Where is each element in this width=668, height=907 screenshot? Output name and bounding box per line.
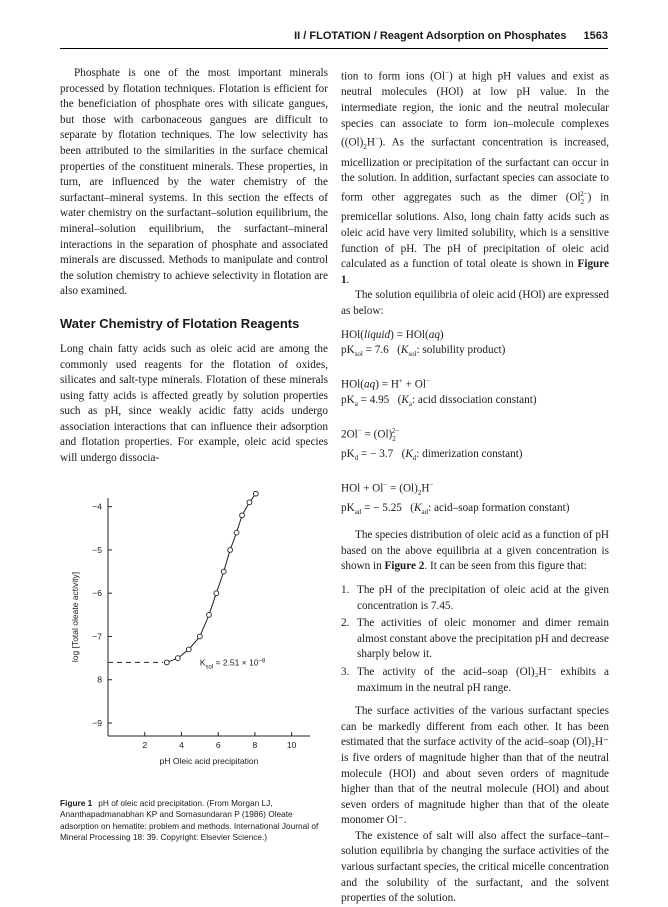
finding-item: [341, 616, 609, 663]
para-species-forms: tion to form ions (Ol−) at high pH values and exist as neutral molecules (HOl) at low pH value. In the intermediate region, the ionic and the neutral molecular species can associate to form ion–molecule complexes $((Ol)_2H^-)$. As the surfactant concentration is increased, micellization or precipitation of the surfactant can occur in the solution. In addition, surfactant species can associate to form other aggregates such as the dimer $(Ol_2^{2-})$ in premicellar solutions. Also, long chain fatty acids such as oleic acid have very limited solubility, which is a sensitive function of pH. The pH of precipitation of oleic acid calculated as a function of total oleate is shown in Figure 1.: [341, 69, 610, 286]
data-point: [234, 530, 239, 535]
eq-text: 2: [392, 434, 396, 443]
data-point: [240, 513, 245, 518]
annotation-part: −8: [258, 658, 266, 665]
eq-text: pK: [341, 501, 355, 514]
eq-text: = − 3.7: [358, 447, 394, 460]
text-run: ) in premicellar solutions. Also, long chain fatty acids such as oleic acid have very limited solubility, which is a sensitive function of pH. The pH of precipitation of oleic acid calculated as a function of total oleate is shown in: [341, 191, 609, 271]
figure-1: [60, 486, 330, 846]
caption-label: Figure 1: [60, 798, 93, 808]
ksol-annotation: [200, 657, 266, 670]
eq-text: 2−: [391, 426, 400, 435]
y-tick-label: −6: [92, 588, 102, 599]
eq-text: : dimerization constant): [416, 447, 523, 460]
data-point: [214, 591, 219, 596]
text-run: ). As the surfactant concentration is increased, micellization or precipitation of the surfactant can occur in the solution. In addition, surfactant species can associate to form other aggregates such as the dimer (Ol: [341, 136, 609, 204]
data-point: [197, 634, 202, 639]
equation-list: [341, 328, 609, 521]
data-point: [175, 656, 180, 661]
caption-text: pH of oleic acid precipitation. (From Morgan LJ, Ananthapadmanabhan KP and Somasundaran P (1986) Oleate adsorption on hematite: problem and methods. International Journal of Mineral Processing 18: 39. Copyright: Elsevier Science.): [60, 798, 319, 843]
equation-solubility: HOl(liquid) = HOl(aq) $pK_{sol} = 7.6$ ($K_{sol}$: solubility product): [341, 328, 506, 358]
x-axis-label: pH Oleic acid precipitation: [159, 756, 259, 766]
eq-text: −: [425, 376, 430, 385]
para-species-distribution: [341, 528, 609, 575]
data-point: [164, 660, 169, 665]
page-number: 1563: [583, 30, 608, 42]
data-point: [186, 647, 191, 652]
eq-text: sol: [408, 349, 417, 358]
eq-text: ) = H: [375, 378, 399, 391]
figure-caption: [60, 798, 328, 844]
eq-text: pK: [341, 447, 355, 460]
text-run: . It can be seen from this figure that:: [424, 560, 587, 573]
eq-text: aq: [364, 378, 376, 391]
finding-number: 3.: [341, 665, 350, 678]
annotation-part: = 2.51 × 10: [213, 657, 259, 668]
para-surface-activity: The surface activities of the various surfactant species can be markedly different from each other. It has been estimated that the surface activity of the acid–soap (Ol)₂H⁻ is five orders of magnitude higher than that of the neutral molecule (HOl) and about seven orders of magnitude higher than that of the neutral molecule (HOl) and about seven orders of magnitude higher than that of the oleate monomer Ol⁻.: [341, 705, 609, 827]
eq-text: a: [408, 399, 412, 408]
finding-item: [341, 583, 609, 614]
eq-text: −: [357, 426, 362, 435]
annotation-part: K: [199, 657, 206, 668]
y-tick-label: −9: [92, 718, 102, 729]
right-column: [341, 66, 609, 907]
text-run: H: [366, 136, 375, 149]
eq-text: K: [400, 343, 409, 356]
para-salt-effect: The existence of salt will also affect the surface–tant–solution equilibria by changing the surface activities of the various surfactant species, the critical micelle concentration and the solubility of the surfactant, and the solvent properties of the solution.: [341, 829, 609, 905]
y-tick-label: −7: [92, 631, 102, 642]
section-paragraph: Long chain fatty acids such as oleic acid are among the commonly used reagents for the flotation of oxides, silicates and salt-type minerals. Flotation of these minerals using fatty acids is affected greatly by solution properties such as pH, since weakly acidic fatty acids undergo association interactions that can influence their adsorption and flotation properties. For example, oleic acid species will undergo dissocia-: [60, 342, 328, 465]
x-tick-label: 4: [179, 740, 184, 750]
finding-item: [341, 665, 609, 696]
data-point: [228, 548, 233, 553]
eq-text: sol: [354, 349, 363, 358]
eq-text: = (Ol): [387, 482, 418, 495]
eq-text: K: [414, 501, 422, 514]
section-heading: Water Chemistry of Flotation Reagents: [60, 315, 300, 331]
eq-text: : acid dissociation constant): [411, 393, 537, 406]
eq-text: −: [383, 480, 388, 489]
eq-text: 2: [417, 488, 422, 497]
x-tick-label: 10: [286, 740, 297, 750]
finding-text: The activity of the acid–soap (Ol)₂H⁻ exhibits a maximum in the neutral pH range.: [357, 665, 609, 694]
text-run: ) at high pH values and exist as neutral molecules (HOl) at low pH value. In the intermediate region, the ionic and the neutral molecular species can associate to form ion–molecule complexes ((Ol): [341, 70, 610, 149]
eq-text: aq: [428, 328, 440, 341]
eq-text: ad: [421, 508, 429, 517]
eq-text: = 7.6: [362, 343, 389, 356]
data-point: [207, 612, 212, 617]
eq-text: 2Ol: [341, 428, 358, 441]
eq-text: pK: [341, 393, 355, 406]
finding-number: 1.: [341, 583, 350, 596]
eq-text: d: [412, 453, 417, 462]
figure-reference: Figure 1: [341, 258, 610, 286]
y-tick-label: 8: [97, 674, 102, 685]
eq-text: pK: [341, 343, 355, 356]
eq-text: H: [421, 482, 430, 495]
finding-text: The pH of the precipitation of oleic acid at the given concentration is 7.45.: [357, 583, 609, 612]
eq-text: +: [398, 376, 403, 385]
x-tick-label: 6: [215, 740, 221, 750]
x-tick-label: 2: [142, 740, 148, 750]
text-run: tion to form ions (Ol: [341, 70, 445, 83]
annotation-part: sol: [205, 664, 214, 671]
running-head: [60, 30, 608, 46]
equation-dissociation: HOl(aq) = H+ + Ol− $pK_a = 4.95$ ($K_a$: acid dissociation constant): [341, 376, 537, 408]
figure-reference: Figure 2: [384, 560, 425, 573]
data-point: [247, 500, 252, 505]
eq-text: liquid: [364, 328, 391, 341]
eq-text: + Ol: [402, 378, 426, 391]
eq-text: ) = HOl(: [390, 328, 429, 341]
findings-list: [341, 583, 609, 696]
equation-dimerization: $2Ol^- = (Ol)_2^{2-}$ $pK_d$ = − 3.7 ($K_d$: dimerization constant): [341, 426, 523, 462]
eq-text: = 4.95: [357, 393, 390, 406]
eq-text: = (Ol): [361, 428, 393, 441]
running-head-title: II / FLOTATION / Reagent Adsorption on Phosphates: [294, 30, 567, 42]
series-line: [167, 494, 256, 663]
eq-text: HOl(: [341, 378, 364, 391]
data-point: [221, 569, 226, 574]
text-run: .: [346, 273, 350, 286]
eq-text: d: [354, 453, 359, 462]
text-run: The species distribution of oleic acid as a function of pH based on the above equilibria at a given concentration is shown in: [341, 529, 609, 573]
eq-text: HOl + Ol: [341, 482, 384, 495]
left-column: [60, 66, 328, 467]
y-tick-label: −5: [92, 544, 102, 555]
data-point: [253, 491, 258, 496]
eq-text: a: [354, 399, 358, 408]
precipitation-chart: [60, 486, 330, 796]
eq-text: ad: [354, 508, 362, 517]
eq-text: = − 5.25: [361, 501, 402, 514]
y-axis-label: log [Total oleate activity]: [70, 571, 80, 663]
eq-text: ): [439, 328, 444, 341]
eq-text: K: [405, 447, 413, 460]
y-tick-label: −4: [92, 501, 102, 512]
intro-paragraph: Phosphate is one of the most important minerals processed by flotation techniques. Flotation is efficient for the beneficiation of phosphate ores with silicate gangues, but those with carbonaceous gangues are difficult to separate by flotation techniques. The low selectivity has been attributed to the similarities in the surface chemical properties of the constituent minerals. These properties, in turn, are influenced by the water chemistry of the surfactant–mineral systems. In this section the effects of water chemistry on the surfactant–solution equilibrium, the mineral–solution equilibrium, the surfactant–mineral interactions in the separation of phosphate and associated minerals are discussed. Methods to manipulate and control the solution chemistry to achieve selectivity in flotation are also examined.: [60, 67, 328, 298]
eq-text: : acid–soap formation constant): [428, 501, 570, 514]
eq-text: −: [429, 480, 434, 489]
eq-text: K: [401, 393, 409, 406]
eq-text: : solubility product): [416, 343, 506, 356]
header-rule: [60, 48, 608, 49]
eq-text: HOl(: [341, 328, 364, 341]
finding-text: The activities of oleic monomer and dimer remain almost constant above the precipitation pH and decrease sharply below it.: [357, 617, 609, 661]
finding-number: 2.: [341, 617, 350, 630]
para-equilibria-intro: The solution equilibria of oleic acid (HOl) are expressed as below:: [341, 289, 609, 317]
equation-acid-soap: HOl + $Ol^- = (Ol)_2H^-$ $pK_{ad}$ = − 5.25 ($K_{ad}$: acid–soap formation constant): [341, 480, 570, 517]
x-tick-label: 8: [252, 740, 258, 750]
